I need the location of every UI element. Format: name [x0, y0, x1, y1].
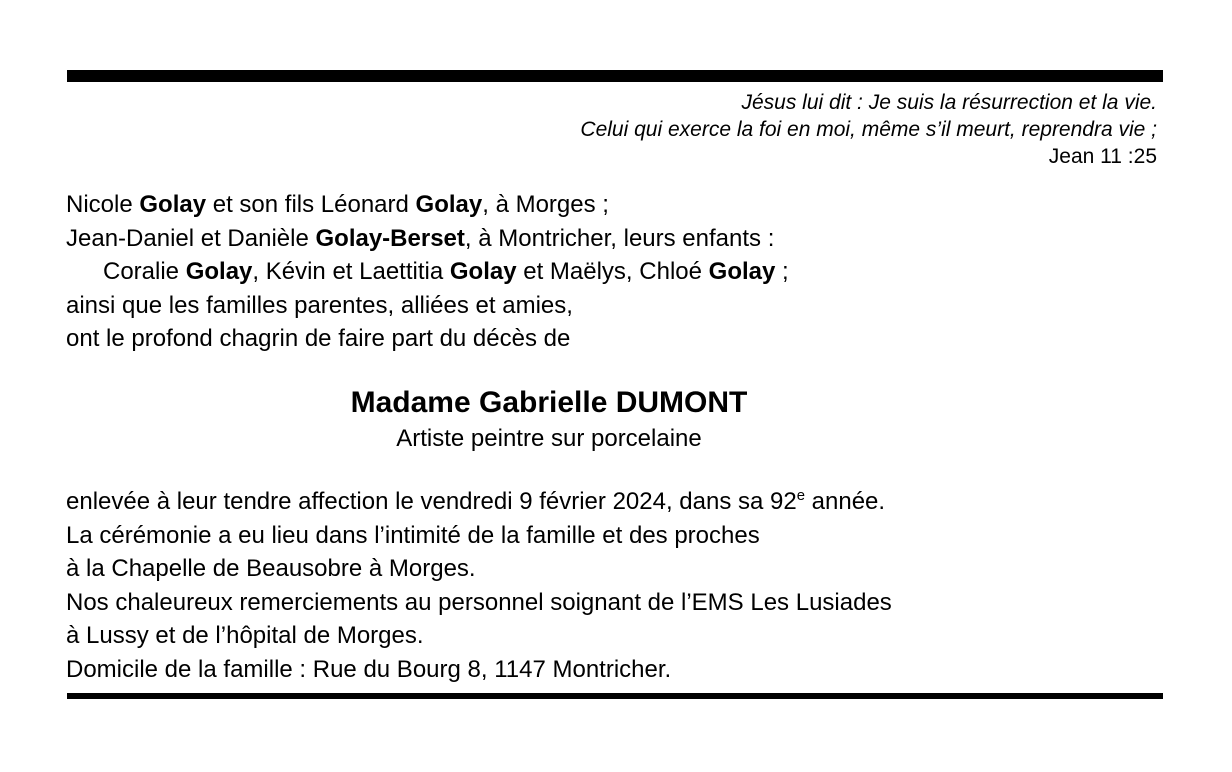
announcement-paragraph	[66, 485, 1166, 686]
family-paragraph	[66, 188, 1126, 356]
text-line: Jean-Daniel et Danièle Golay-Berset, à Montricher, leurs enfants :	[66, 224, 775, 252]
deceased-name: Madame Gabrielle DUMONT	[350, 386, 748, 419]
scripture-line-1: Jésus lui dit : Je suis la résurrection et la vie.	[741, 91, 1157, 114]
text-line: Nicole Golay et son fils Léonard Golay, à Morges ;	[66, 191, 609, 218]
deceased-subtitle: Artiste peintre sur porcelaine	[396, 425, 702, 452]
text-line: ainsi que les familles parentes, alliées et amies,	[66, 291, 573, 319]
text-line: enlevée à leur tendre affection le vendredi 9 février 2024, dans sa 92e année.	[66, 488, 886, 515]
text-line: ont le profond chagrin de faire part du décès de	[66, 325, 571, 352]
text-line: à la Chapelle de Beausobre à Morges.	[66, 555, 476, 582]
text-line: Domicile de la famille : Rue du Bourg 8, 1147 Montricher.	[66, 655, 672, 683]
text-line: Coralie Golay, Kévin et Laettitia Golay et Maëlys, Chloé Golay ;	[103, 258, 789, 285]
bottom-rule-divider	[67, 693, 1163, 699]
scripture-reference: Jean 11 :25	[1048, 145, 1157, 168]
top-rule-divider	[67, 70, 1163, 82]
text-line: La cérémonie a eu lieu dans l’intimité de la famille et des proches	[66, 521, 760, 549]
scripture-line-2: Celui qui exerce la foi en moi, même s’il meurt, reprendra vie ;	[580, 118, 1157, 141]
deceased-block	[66, 385, 1032, 457]
text-line: Nos chaleureux remerciements au personnel soignant de l’EMS Les Lusiades	[66, 588, 892, 616]
text-line: à Lussy et de l’hôpital de Morges.	[66, 622, 424, 649]
scripture-quote	[67, 89, 1157, 170]
